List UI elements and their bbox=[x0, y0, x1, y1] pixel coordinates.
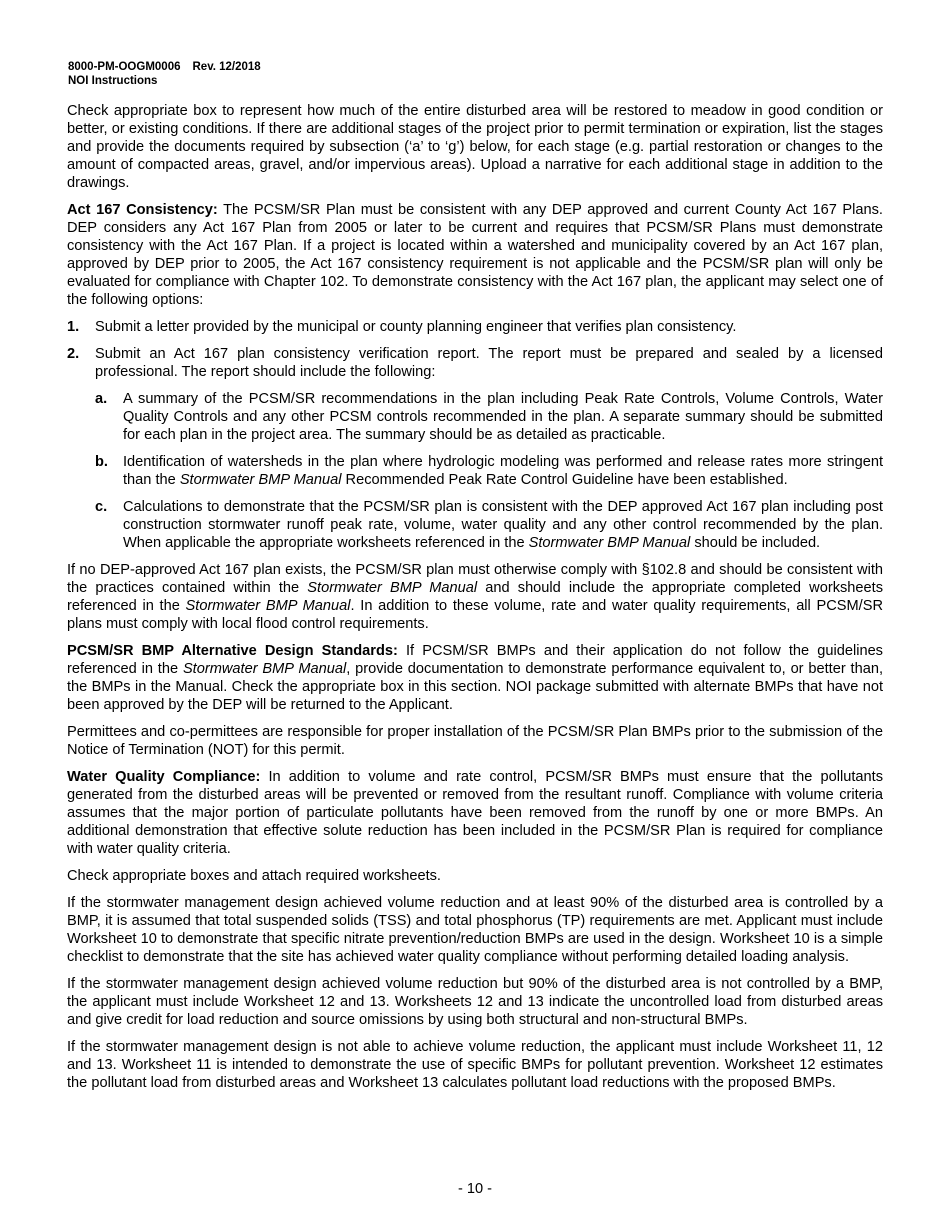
sub-list-item-a bbox=[95, 390, 883, 444]
paragraph-no-volume-reduction: If the stormwater management design is not able to achieve volume reduction, the applicant must include Worksheet 11, 12 and 13. Worksheet 11 is intended to demonstrate the use of specific BMPs for pollutant prevention. Worksheet 12 estimates the pollutant load from disturbed areas and Worksheet 13 calculates pollutant load reductions with the proposed BMPs. bbox=[67, 1039, 883, 1091]
sub-list-letter: b. bbox=[95, 454, 108, 470]
act167-text: The PCSM/SR Plan must be consistent with any DEP approved and current County Act 167 Plans. DEP considers any Act 167 Plan from 2005 or later to be current and requires that PCSM/SR Plans must demonstrate consistency with the Act 167 Plan. If a project is located within a watershed and municipality covered by an Act 167 plan, approved by DEP prior to 2005, the Act 167 consistency requirement is not applicable and the PCSM/SR plan will only be evaluated for compliance with Chapter 102. To demonstrate consistency with the Act 167 plan, the applicant may select one of the following options: bbox=[67, 202, 883, 308]
sub-list-text: Identification of watersheds in the plan where hydrologic modeling was performed and release rates more stringent than the Stormwater BMP Manual Recommended Peak Rate Control Guideline have been established. bbox=[123, 454, 883, 488]
paragraph-alternative-design: PCSM/SR BMP Alternative Design Standards: If PCSM/SR BMPs and their application do not follow the guidelines referenced in the Stormwater BMP Manual, provide documentation to demonstrate performance equivalent to, or better than, the BMPs in the Manual. Check the appropriate box in this section. NOI package submitted with alternate BMPs that have not been approved by the DEP will be returned to the Applicant. bbox=[67, 643, 883, 713]
sub-list-letter: a. bbox=[95, 391, 108, 407]
list-item-text: Submit a letter provided by the municipal or county planning engineer that verifies plan consistency. bbox=[95, 319, 737, 335]
form-number: 8000-PM-OOGM0006 bbox=[68, 61, 181, 73]
sub-list-item-b bbox=[95, 453, 883, 489]
paragraph-permittees: Permittees and co-permittees are responsible for proper installation of the PCSM/SR Plan BMPs prior to the submission of the Notice of Termination (NOT) for this permit. bbox=[67, 724, 883, 758]
sub-list-letter: c. bbox=[95, 499, 108, 515]
paragraph-no-act167-plan: If no DEP-approved Act 167 plan exists, the PCSM/SR plan must otherwise comply with §102.8 and should be consistent with the practices contained within the Stormwater BMP Manual and should include the appropriate completed worksheets referenced in the Stormwater BMP Manual. In addition to these volume, rate and water quality requirements, all PCSM/SR plans must comply with local flood control requirements. bbox=[67, 562, 883, 632]
paragraph-90-percent: If the stormwater management design achieved volume reduction and at least 90% of the disturbed area is controlled by a BMP, it is assumed that total suspended solids (TSS) and total phosphorus (TP) requirements are met. Applicant must include Worksheet 10 to demonstrate that specific nitrate prevention/reduction BMPs are used in the design. Worksheet 10 is a simple checklist to demonstrate that the site has achieved water quality compliance without performing detailed loading analysis. bbox=[67, 895, 883, 965]
list-item-number: 1. bbox=[67, 319, 80, 335]
act167-heading: Act 167 Consistency: bbox=[67, 202, 218, 218]
paragraph-act167 bbox=[67, 201, 883, 309]
paragraph-not-90-percent: If the stormwater management design achieved volume reduction but 90% of the disturbed area is not controlled by a BMP, the applicant must include Worksheet 12 and 13. Worksheets 12 and 13 indicate the uncontrolled load from disturbed areas and give credit for load reduction and source omissions by using both structural and non-structural BMPs. bbox=[67, 976, 883, 1028]
list-item bbox=[67, 345, 883, 381]
manual-title: Stormwater BMP Manual bbox=[528, 535, 691, 551]
paragraph-water-quality: Water Quality Compliance: In addition to volume and rate control, PCSM/SR BMPs must ensure that the pollutants generated from the disturbed areas will be prevented or removed from the resultant runoff. Compliance with volume criteria assumes that the major portion of particulate pollutants have been removed from the runoff by one or more BMPs. An additional demonstration that effective solute reduction has been included in the PCSM/SR Plan is required for compliance with water quality criteria. bbox=[67, 769, 883, 857]
list-item-text: Submit an Act 167 plan consistency verification report. The report must be prepared and sealed by a licensed professional. The report should include the following: bbox=[95, 346, 883, 380]
manual-title: Stormwater BMP Manual bbox=[185, 598, 351, 614]
sub-list-text: A summary of the PCSM/SR recommendations in the plan including Peak Rate Controls, Volume Controls, Water Quality Controls and any other PCSM controls recommended in the plan. A separate summary should be submitted for each plan in the project area. The summary should be as detailed as practicable. bbox=[123, 391, 883, 443]
page-content bbox=[67, 102, 883, 1101]
water-quality-heading: Water Quality Compliance: bbox=[67, 769, 261, 785]
sub-list-text: Calculations to demonstrate that the PCSM/SR plan is consistent with the DEP approved Act 167 plan including post construction stormwater runoff peak rate, volume, water quality and any other control recommended by the plan. When applicable the appropriate worksheets referenced in the Stormwater BMP Manual should be included. bbox=[123, 499, 883, 551]
paragraph-check-boxes: Check appropriate boxes and attach required worksheets. bbox=[67, 868, 441, 884]
revision-date: Rev. 12/2018 bbox=[192, 61, 261, 73]
header-subtitle: NOI Instructions bbox=[68, 75, 158, 87]
manual-title: Stormwater BMP Manual bbox=[307, 580, 478, 596]
paragraph-restoration: Check appropriate box to represent how much of the entire disturbed area will be restored to meadow in good condition or better, or existing conditions. If there are additional stages of the project prior to permit termination or expiration, list the stages and provide the documents required by subsection (‘a’ to ‘g’) below, for each stage (e.g. partial restoration or changes to the amount of compacted areas, gravel, and/or impervious areas). Upload a narrative for each additional stage in addition to the drawings. bbox=[67, 103, 883, 191]
list-item bbox=[67, 318, 883, 336]
list-item-number: 2. bbox=[67, 346, 80, 362]
page-header bbox=[68, 60, 261, 88]
manual-title: Stormwater BMP Manual bbox=[179, 472, 342, 488]
sub-list-item-c bbox=[95, 498, 883, 552]
manual-title: Stormwater BMP Manual bbox=[182, 661, 347, 677]
alt-design-heading: PCSM/SR BMP Alternative Design Standards: bbox=[67, 643, 398, 659]
page-number: - 10 - bbox=[457, 1181, 493, 1197]
